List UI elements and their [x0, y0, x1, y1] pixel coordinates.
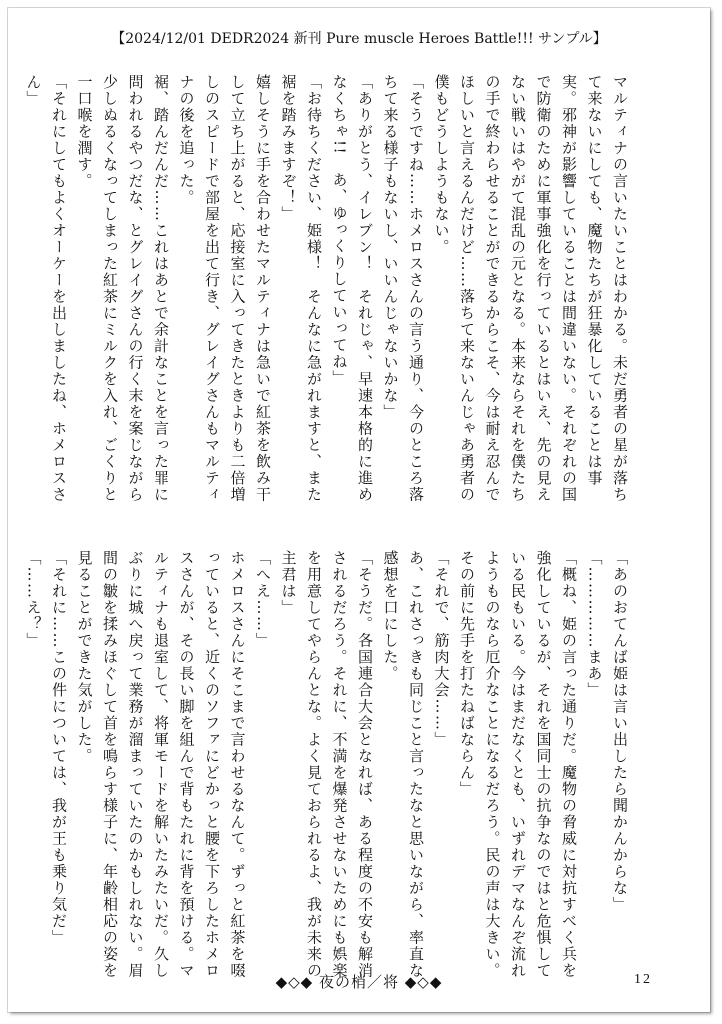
- page-number: 12: [634, 972, 652, 987]
- paragraph: 「それにしてもよくオーケーを出しましたね、ホメロスさん」: [24, 74, 68, 503]
- paragraph: あ、これさっきも同じこと言ったなと思いながら、率直な感想を口にした。: [381, 550, 425, 979]
- lower-text-block: [24, 550, 632, 980]
- paragraph: 「そうですね……ホメロスさんの言う通り、今のところ落ちて来る様子もないし、いいんじゃないかな」: [381, 74, 425, 503]
- paragraph: 「そうだ。各国連合大会となれば、ある程度の不安も解消されるだろう。それに、不満を爆発させないためにも娯楽を用意してやらんとな。よく見ておられるよ、我が未来の主君は」: [279, 550, 374, 979]
- paragraph: 「それに……この件については、我が王も乗り気だ」: [50, 550, 68, 946]
- paragraph: 「……え？」: [24, 550, 43, 649]
- page-header: 【2024/12/01 DEDR2024 新刊 Pure muscle Heroes Battle!!! サンプル】: [111, 31, 607, 47]
- paragraph: 「お待ちください、姫様！ そんなに急がれますと、また裾を踏みますぞ！」: [279, 74, 323, 503]
- paragraph: 裾、踏んだんだ……これはあとで余計なことを言った罪に問われるやつだな、とグレイグさんの行く末を案じながら少しぬるくなってしまった紅茶にミルクを入れ、ごくりと一口喉を潤す。: [75, 74, 170, 503]
- paragraph: 「……………まあ」: [585, 550, 604, 699]
- footer-title: ◆◇◆ 夜の梢／将 ◆◇◆: [275, 973, 443, 991]
- paragraph: 「それで、筋肉大会……」: [432, 550, 451, 748]
- paragraph: 「あのおてんば姫は言い出したら聞かんからな」: [611, 550, 629, 913]
- paragraph: マルティナの言いたいことはわかる。未だ勇者の星が落ちて来ないにしても、魔物たちが狂暴化していることは事実。邪神が影響していることは間違いない。それぞれの国で防衛のために軍事強化を行っているとはいえ、先の見えない戦いはやがて混乱の元となる。本来ならそれを僕たちの手で終わらせることができるからこそ、今は耐え忍んでほしいと言えるんだけど……落ちて来ないんじゃあ勇者の僕もどうしようもない。: [432, 74, 629, 503]
- paragraph: 「ありがとう、イレブン！ それじゃ、早速本格的に進めなくちゃ!! あ、ゆっくりしていってね」: [330, 74, 374, 503]
- paragraph: 「へえ……」: [254, 550, 272, 649]
- paragraph: 「概ね、姫の言った通りだ。魔物の脅威に対抗すべく兵を強化しているが、それを国同士の抗争なのではと危惧している民もいる。今はまだなくとも、いずれデマなんぞ流れようものなら厄介なことになるだろう。民の声は大きい。その前に先手を打たねばならん」: [458, 550, 578, 979]
- upper-text-block: [24, 74, 632, 504]
- page-sheet: [8, 8, 710, 1012]
- paragraph: 嬉しそうに手を合わせたマルティナは急いで紅茶を飲み干して立ち上がると、応接室に入ってきたときよりも二倍増しのスピードで部屋を出て行き、グレイグさんもマルティナの後を追った。: [177, 74, 272, 503]
- paragraph: ホメロスさんにそこまで言わせるなんて。ずっと紅茶を啜っていると、近くのソファにどかっと腰を下ろしたホメロスさんが、その長い脚を組んで背もたれに背を預ける。マルティナも退室して、将軍モードを解いたみたいだ。久しぶりに城へ戻って業務が溜まっていたのかもしれない。眉間の皺を揉みほぐして首を鳴らす様子に、年齢相応の姿を見ることができた気がした。: [75, 550, 247, 979]
